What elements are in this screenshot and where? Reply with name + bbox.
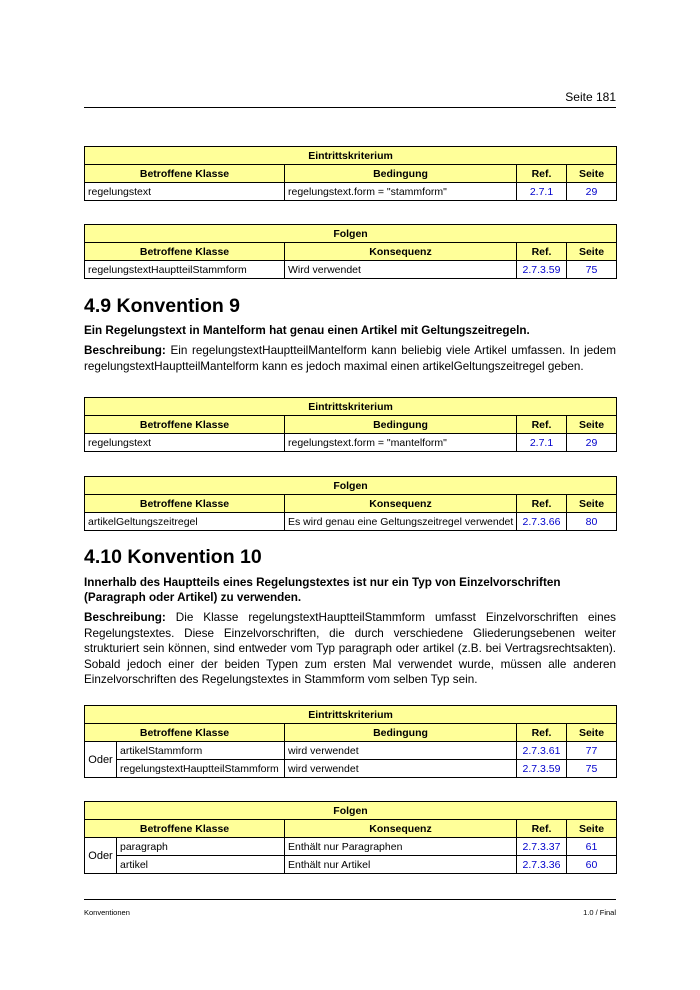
table-row [85,513,617,531]
cell-klasse: artikel [117,856,285,874]
description-text: Ein regelungstextHauptteilMantelform kann beliebig viele Artikel umfassen. In jedem regelungstextHauptteilMantelform kann es jedoch maximal einen artikelGeltungszeitregel geben. [84,344,617,373]
ref-link[interactable]: 2.7.3.59 [517,760,567,778]
page-link[interactable]: 75 [567,261,617,279]
page-footer [84,899,616,917]
column-header-konsequenz: Konsequenz [285,243,517,261]
ref-link[interactable]: 2.7.1 [517,434,567,452]
page-link[interactable]: 29 [567,434,617,452]
column-header-klasse: Betroffene Klasse [85,724,285,742]
cell-klasse: paragraph [117,838,285,856]
cell-bedingung: regelungstext.form = "mantelform" [285,434,517,452]
table-row [85,261,617,279]
ref-link[interactable]: 2.7.1 [517,183,567,201]
footer-version: 1.0 / Final [583,908,616,917]
description-label: Beschreibung: [84,344,166,357]
table-caption: Eintrittskriterium [85,706,617,724]
description-text: Die Klasse regelungstextHauptteilStammform umfasst Einzelvorschriften eines Regelungstextes. Diese Einzelvorschriften, die durch verschiedene Gliederungsebenen weiter strukturiert sein können, sind entweder vom Typ paragraph oder artikel (z.B. bei Vertragsrechtsakten). Sobald jedoch einer der beiden Typen zum ersten Mal verwendet wurde, müssen alle anderen Einzelvorschriften des Regelungstextes in Stammform vom selben Typ sein. [84,611,617,686]
page-link[interactable]: 75 [567,760,617,778]
table-row [85,742,617,760]
column-header-seite: Seite [567,243,617,261]
table-row [85,838,617,856]
section-description-konvention-10 [84,610,616,688]
ref-link[interactable]: 2.7.3.59 [517,261,567,279]
column-header-bedingung: Bedingung [285,724,517,742]
column-header-konsequenz: Konsequenz [285,820,517,838]
page-link[interactable]: 77 [567,742,617,760]
table-caption: Folgen [85,802,617,820]
table-row [85,856,617,874]
column-header-bedingung: Bedingung [285,416,517,434]
column-header-ref: Ref. [517,416,567,434]
cell-klasse: regelungstext [85,434,285,452]
column-header-konsequenz: Konsequenz [285,495,517,513]
section-lead-konvention-10: Innerhalb des Hauptteils eines Regelungstextes ist nur ein Typ von Einzelvorschriften (Paragraph oder Artikel) zu verwenden. [84,576,561,604]
column-header-ref: Ref. [517,243,567,261]
page-link[interactable]: 29 [567,183,617,201]
oder-group-label: Oder [85,838,117,874]
page-link[interactable]: 61 [567,838,617,856]
cell-klasse: artikelStammform [117,742,285,760]
column-header-seite: Seite [567,165,617,183]
eintrittskriterium-table-1 [84,146,617,201]
cell-klasse: regelungstextHauptteilStammform [117,760,285,778]
section-title-konvention-10: 4.10 Konvention 10 [84,546,262,568]
table-row [85,760,617,778]
column-header-klasse: Betroffene Klasse [85,495,285,513]
page-header [84,90,616,108]
cell-konsequenz: Es wird genau eine Geltungszeitregel verwendet [285,513,517,531]
cell-bedingung: wird verwendet [285,742,517,760]
folgen-table-1 [84,224,617,279]
page-link[interactable]: 60 [567,856,617,874]
ref-link[interactable]: 2.7.3.66 [517,513,567,531]
column-header-seite: Seite [567,416,617,434]
eintrittskriterium-table-3 [84,705,617,778]
cell-konsequenz: Enthält nur Artikel [285,856,517,874]
cell-konsequenz: Enthält nur Paragraphen [285,838,517,856]
ref-link[interactable]: 2.7.3.36 [517,856,567,874]
column-header-ref: Ref. [517,495,567,513]
cell-konsequenz: Wird verwendet [285,261,517,279]
column-header-seite: Seite [567,495,617,513]
table-caption: Folgen [85,225,617,243]
cell-bedingung: wird verwendet [285,760,517,778]
ref-link[interactable]: 2.7.3.37 [517,838,567,856]
column-header-seite: Seite [567,724,617,742]
section-lead-konvention-9: Ein Regelungstext in Mantelform hat genau einen Artikel mit Geltungszeitregeln. [84,324,530,337]
folgen-table-3 [84,801,617,874]
table-caption: Eintrittskriterium [85,147,617,165]
cell-klasse: regelungstext [85,183,285,201]
column-header-ref: Ref. [517,724,567,742]
table-caption: Folgen [85,477,617,495]
section-title-konvention-9: 4.9 Konvention 9 [84,295,241,317]
table-row [85,434,617,452]
oder-group-label: Oder [85,742,117,778]
column-header-klasse: Betroffene Klasse [85,165,285,183]
cell-klasse: regelungstextHauptteilStammform [85,261,285,279]
column-header-klasse: Betroffene Klasse [85,416,285,434]
table-row [85,183,617,201]
section-description-konvention-9 [84,343,616,374]
column-header-ref: Ref. [517,165,567,183]
column-header-klasse: Betroffene Klasse [85,820,285,838]
cell-klasse: artikelGeltungszeitregel [85,513,285,531]
cell-bedingung: regelungstext.form = "stammform" [285,183,517,201]
folgen-table-2 [84,476,617,531]
table-caption: Eintrittskriterium [85,398,617,416]
ref-link[interactable]: 2.7.3.61 [517,742,567,760]
footer-chapter: Konventionen [84,908,130,917]
column-header-klasse: Betroffene Klasse [85,243,285,261]
column-header-ref: Ref. [517,820,567,838]
eintrittskriterium-table-2 [84,397,617,452]
description-label: Beschreibung: [84,611,166,624]
column-header-bedingung: Bedingung [285,165,517,183]
column-header-seite: Seite [567,820,617,838]
page-number: Seite 181 [565,90,616,104]
page-link[interactable]: 80 [567,513,617,531]
